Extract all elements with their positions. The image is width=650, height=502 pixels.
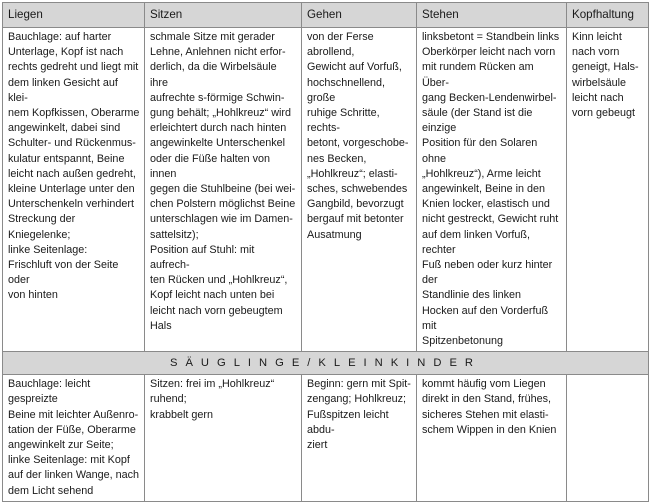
cell-liegen bbox=[3, 375, 145, 502]
section-row bbox=[3, 352, 649, 375]
header-sitzen: Sitzen bbox=[145, 3, 302, 28]
cell-text: linksbetont = Standbein links Oberkörper leicht nach vorn mit rundem Rücken am Über- gang Becken-Lendenwirbel- säule (der Stand ist die einzige Position für den Solaren ohne „Hohlkreuz“), Arme leicht angewinkelt, Beine in den Knien locker, elastisch und nicht gestreckt, Gewicht ruht auf dem linken Vorfuß, rechter Fuß neben oder kurz hinter der Standlinie des linken Hocken auf den Vorderfuß mit Spitzenbetonung bbox=[422, 31, 560, 348]
cell-kopfhaltung bbox=[567, 28, 649, 352]
cell-sitzen bbox=[145, 28, 302, 352]
cell-stehen bbox=[417, 28, 567, 352]
cell-gehen bbox=[302, 28, 417, 352]
cell-text: Beginn: gern mit Spit- zengang; Hohlkreuz; Fußspitzen leicht abdu- ziert bbox=[307, 378, 411, 452]
cell-kopfhaltung bbox=[567, 375, 649, 502]
section-title: SÄUGLINGE/KLEINKINDER bbox=[3, 352, 649, 375]
cell-stehen bbox=[417, 375, 567, 502]
cell-text: Kinn leicht nach vorn geneigt, Hals- wirbelsäule leicht nach vorn gebeugt bbox=[572, 31, 639, 120]
table-row-children bbox=[3, 375, 649, 502]
cell-text: Bauchlage: leicht gespreizte Beine mit leichter Außenro- tation der Füße, Oberarme angewinkelt zur Seite; linke Seitenlage: mit Kopf auf der linken Wange, nach dem Licht sehend bbox=[8, 378, 140, 497]
header-stehen: Stehen bbox=[417, 3, 567, 28]
header-row bbox=[3, 3, 649, 28]
cell-text: von der Ferse abrollend, Gewicht auf Vorfuß, hochschnellend, große ruhige Schritte, rechts- betont, vorgeschobe- nes Becken, „Hohlkreuz“; elasti- sches, schwebendes Gangbild, bevorzugt bergauf mit betonter Ausatmung bbox=[307, 31, 409, 241]
cell-text: kommt häufig vom Liegen direkt in den Stand, frühes, sicheres Stehen mit elasti- schem Wippen in den Knien bbox=[422, 378, 557, 436]
cell-sitzen bbox=[145, 375, 302, 502]
cell-text: Sitzen: frei im „Hohlkreuz“ ruhend; krabbelt gern bbox=[150, 378, 275, 421]
header-kopfhaltung: Kopfhaltung bbox=[567, 3, 649, 28]
header-liegen: Liegen bbox=[3, 3, 145, 28]
posture-table bbox=[2, 2, 649, 502]
header-gehen: Gehen bbox=[302, 3, 417, 28]
cell-gehen bbox=[302, 375, 417, 502]
cell-text: schmale Sitze mit gerader Lehne, Anlehnen nicht erfor- derlich, da die Wirbelsäule ihre aufrechte s-förmige Schwin- gung behält; „Hohlkreuz“ wird erleichtert durch nach hinten angewinkelte Unterschenkel oder die Füße halten von innen gegen die Stuhlbeine (bei wei- chen Polstern möglichst Beine unterschlagen wie im Damen- sattelsitz); Position auf Stuhl: mit aufrech- ten Rücken und „Hohlkreuz“, Kopf leicht nach unten bei leicht nach vorn gebeugtem Hals bbox=[150, 31, 296, 332]
table-row-adults bbox=[3, 28, 649, 352]
cell-liegen bbox=[3, 28, 145, 352]
cell-text: Bauchlage: auf harter Unterlage, Kopf ist nach rechts gedreht und liegt mit dem linken Gesicht auf klei- nem Kopfkissen, Oberarme angewinkelt, dabei sind Schulter- und Rückenmus- kulatur entspannt, Beine leicht nach außen gedreht, kleine Unterlage unter den Unterschenkeln verhindert Streckung der Kniegelenke; linke Seitenlage: Frischluft von der Seite oder von hinten bbox=[8, 31, 140, 302]
